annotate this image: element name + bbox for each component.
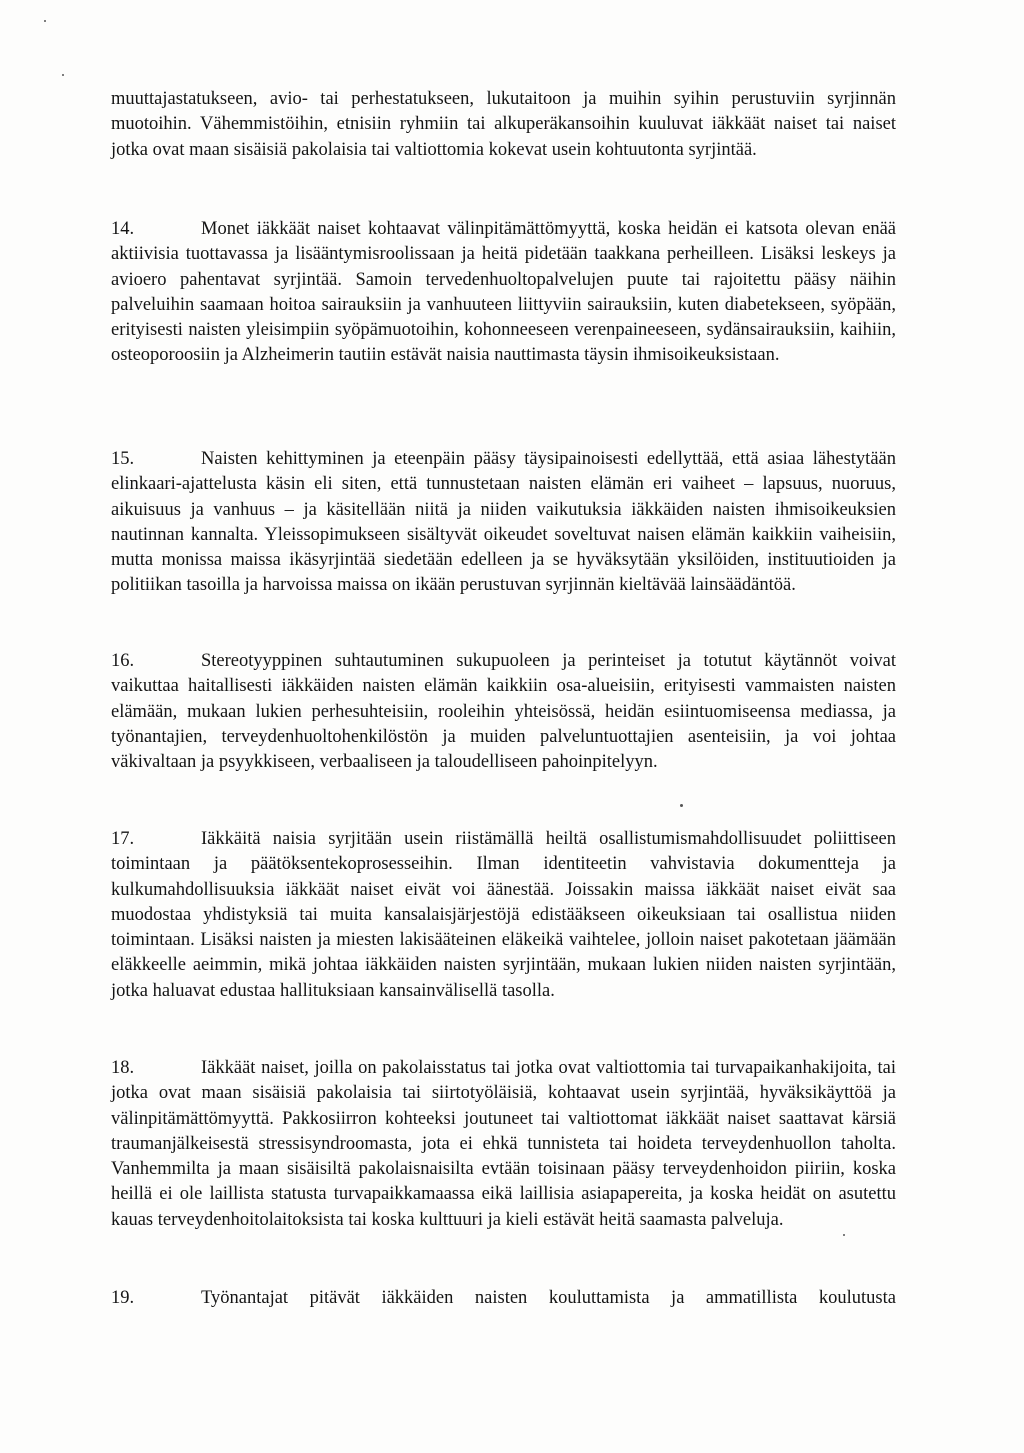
paragraph-17 bbox=[111, 827, 896, 1004]
paragraph-text: Iäkkäät naiset, joilla on pakolaisstatus tai jotka ovat valtiottomia tai turvapaikanhakijoita, tai jotka ovat maan sisäisiä pakolaisia tai siirtotyöläisiä, kohtaavat usein syrjintää, hyväksikäyttöä ja välinpitämättömyyttä. Pakkosiirron kohteeksi joutuneet tai valtiottomat iäkkäät naiset saattavat kärsiä traumanjälkeisestä stressisyndroomasta, jota ei ehkä tunnisteta tai hoideta terveydenhuollon taholta. Vanhemmilta ja maan sisäisiltä pakolaisnaisilta evtään toisinaan pääsy terveydenhoidon piiriin, koska heillä ei ole laillista statusta turvapaikkamaassa eikä laillisia asiapapereita, ja koska heidät on asutettu kauas terveydenhoitolaitoksista tai koska kulttuuri ja kieli estävät heitä saamasta palveluja. bbox=[111, 1058, 896, 1230]
paragraph-number: 16. bbox=[111, 651, 135, 671]
paragraph-text: muuttajastatukseen, avio- tai perhestatukseen, lukutaitoon ja muihin syihin perustuviin syrjinnän muotoihin. Vähemmistöihin, etnisiin ryhmiin tai alkuperäkansoihin kuuluvat iäkkäät naiset tai naiset jotka ovat maan sisäisiä pakolaisia tai valtiottomia kokevat usein kohtuutonta syrjintää. bbox=[111, 89, 896, 160]
paragraph-text: Iäkkäitä naisia syrjitään usein riistämällä heiltä osallistumismahdollisuudet poliittiseen toimintaan ja päätöksentekoprosesseihin. Ilman identiteetin vahvistavia dokumentteja ja kulkumahdollisuuksia iäkkäät naiset eivät voi äänestää. Joissakin maissa iäkkäät naiset eivät saa muodostaa yhdistyksiä tai muita kansalaisjärjestöjä edistääkseen oikeuksiaan tai osallistua niiden toimintaan. Lisäksi naisten ja miesten lakisääteinen eläkeikä vaihtelee, jolloin naiset pakotetaan jäämään eläkkeelle aeimmin, mikä johtaa iäkkäiden naisten syrjintään, mukaan lukien niiden naisten syrjintään, jotka haluavat edustaa hallituksiaan kansainvälisellä tasolla. bbox=[111, 829, 896, 1001]
paragraph-number: 18. bbox=[111, 1058, 135, 1078]
paragraph-19 bbox=[111, 1286, 896, 1311]
paragraph-15 bbox=[111, 447, 896, 599]
scan-speck bbox=[44, 20, 46, 22]
paragraph-text: Stereotyyppinen suhtautuminen sukupuoleen ja perinteiset ja totutut käytännöt voivat vaikuttaa haitallisesti iäkkäiden naisten elämän kaikkiin osa-alueisiin, erityisesti vammaisten naisten elämään, mukaan lukien perhesuhteisiin, rooleihin yhteisössä, heidän esiintuomiseensa mediassa, ja työnantajien, terveydenhuoltohenkilöstön ja muiden palveluntuottajien asenteisiin, ja voi johtaa väkivaltaan ja psyykkiseen, verbaaliseen ja taloudelliseen pahoinpitelyyn. bbox=[111, 651, 896, 773]
paragraph-18 bbox=[111, 1056, 896, 1233]
paragraph-text: Työnantajat pitävät iäkkäiden naisten kouluttamista ja ammatillista koulutusta bbox=[201, 1288, 896, 1308]
paragraph-14 bbox=[111, 217, 896, 369]
scan-speck bbox=[680, 804, 683, 807]
scan-speck bbox=[843, 1234, 845, 1236]
paragraph-number: 14. bbox=[111, 219, 135, 239]
paragraph-number: 17. bbox=[111, 829, 135, 849]
intro-paragraph bbox=[111, 87, 896, 163]
scan-speck bbox=[62, 74, 64, 76]
paragraph-number: 15. bbox=[111, 449, 135, 469]
paragraph-number: 19. bbox=[111, 1288, 135, 1308]
paragraph-text: Naisten kehittyminen ja eteenpäin pääsy täysipainoisesti edellyttää, että asiaa lähestytään elinkaari-ajattelusta käsin eli siten, että tunnustetaan naisten elämän eri vaiheet – lapsuus, nuoruus, aikuisuus ja vanhuus – ja käsitellään niitä ja niiden vaikutuksia iäkkäiden naisten ihmisoikeuksien nautinnan kannalta. Yleissopimukseen sisältyvät oikeudet soveltuvat naisen elämän kaikkiin vaiheisiin, mutta monissa maissa ikäsyrjintää siedetään edelleen ja se hyväksytään yksilöiden, instituutioiden ja politiikan tasoilla ja harvoissa maissa on ikään perustuvan syrjinnän kieltävää lainsäädäntöä. bbox=[111, 449, 896, 596]
paragraph-text: Monet iäkkäät naiset kohtaavat välinpitämättömyyttä, koska heidän ei katsota olevan enää aktiivisia tuottavassa ja lisääntymisroolissaan ja heitä pidetään taakkana perheilleen. Lisäksi leskeys ja avioero pahentavat syrjintää. Samoin tervedenhuoltopalvelujen puute tai rajoitettu pääsy näihin palveluihin saamaan hoitoa sairauksiin ja vanhuuteen liittyviin sairauksiin, kuten diabetekseen, syöpään, erityisesti naisten yleisimpiin syöpämuotoihin, kohonneeseen verenpaineeseen, sydänsairauksiin, kaihiin, osteoporoosiin ja Alzheimerin tautiin estävät naisia nauttimasta täysin ihmisoikeuksistaan. bbox=[111, 219, 896, 366]
paragraph-16 bbox=[111, 649, 896, 775]
